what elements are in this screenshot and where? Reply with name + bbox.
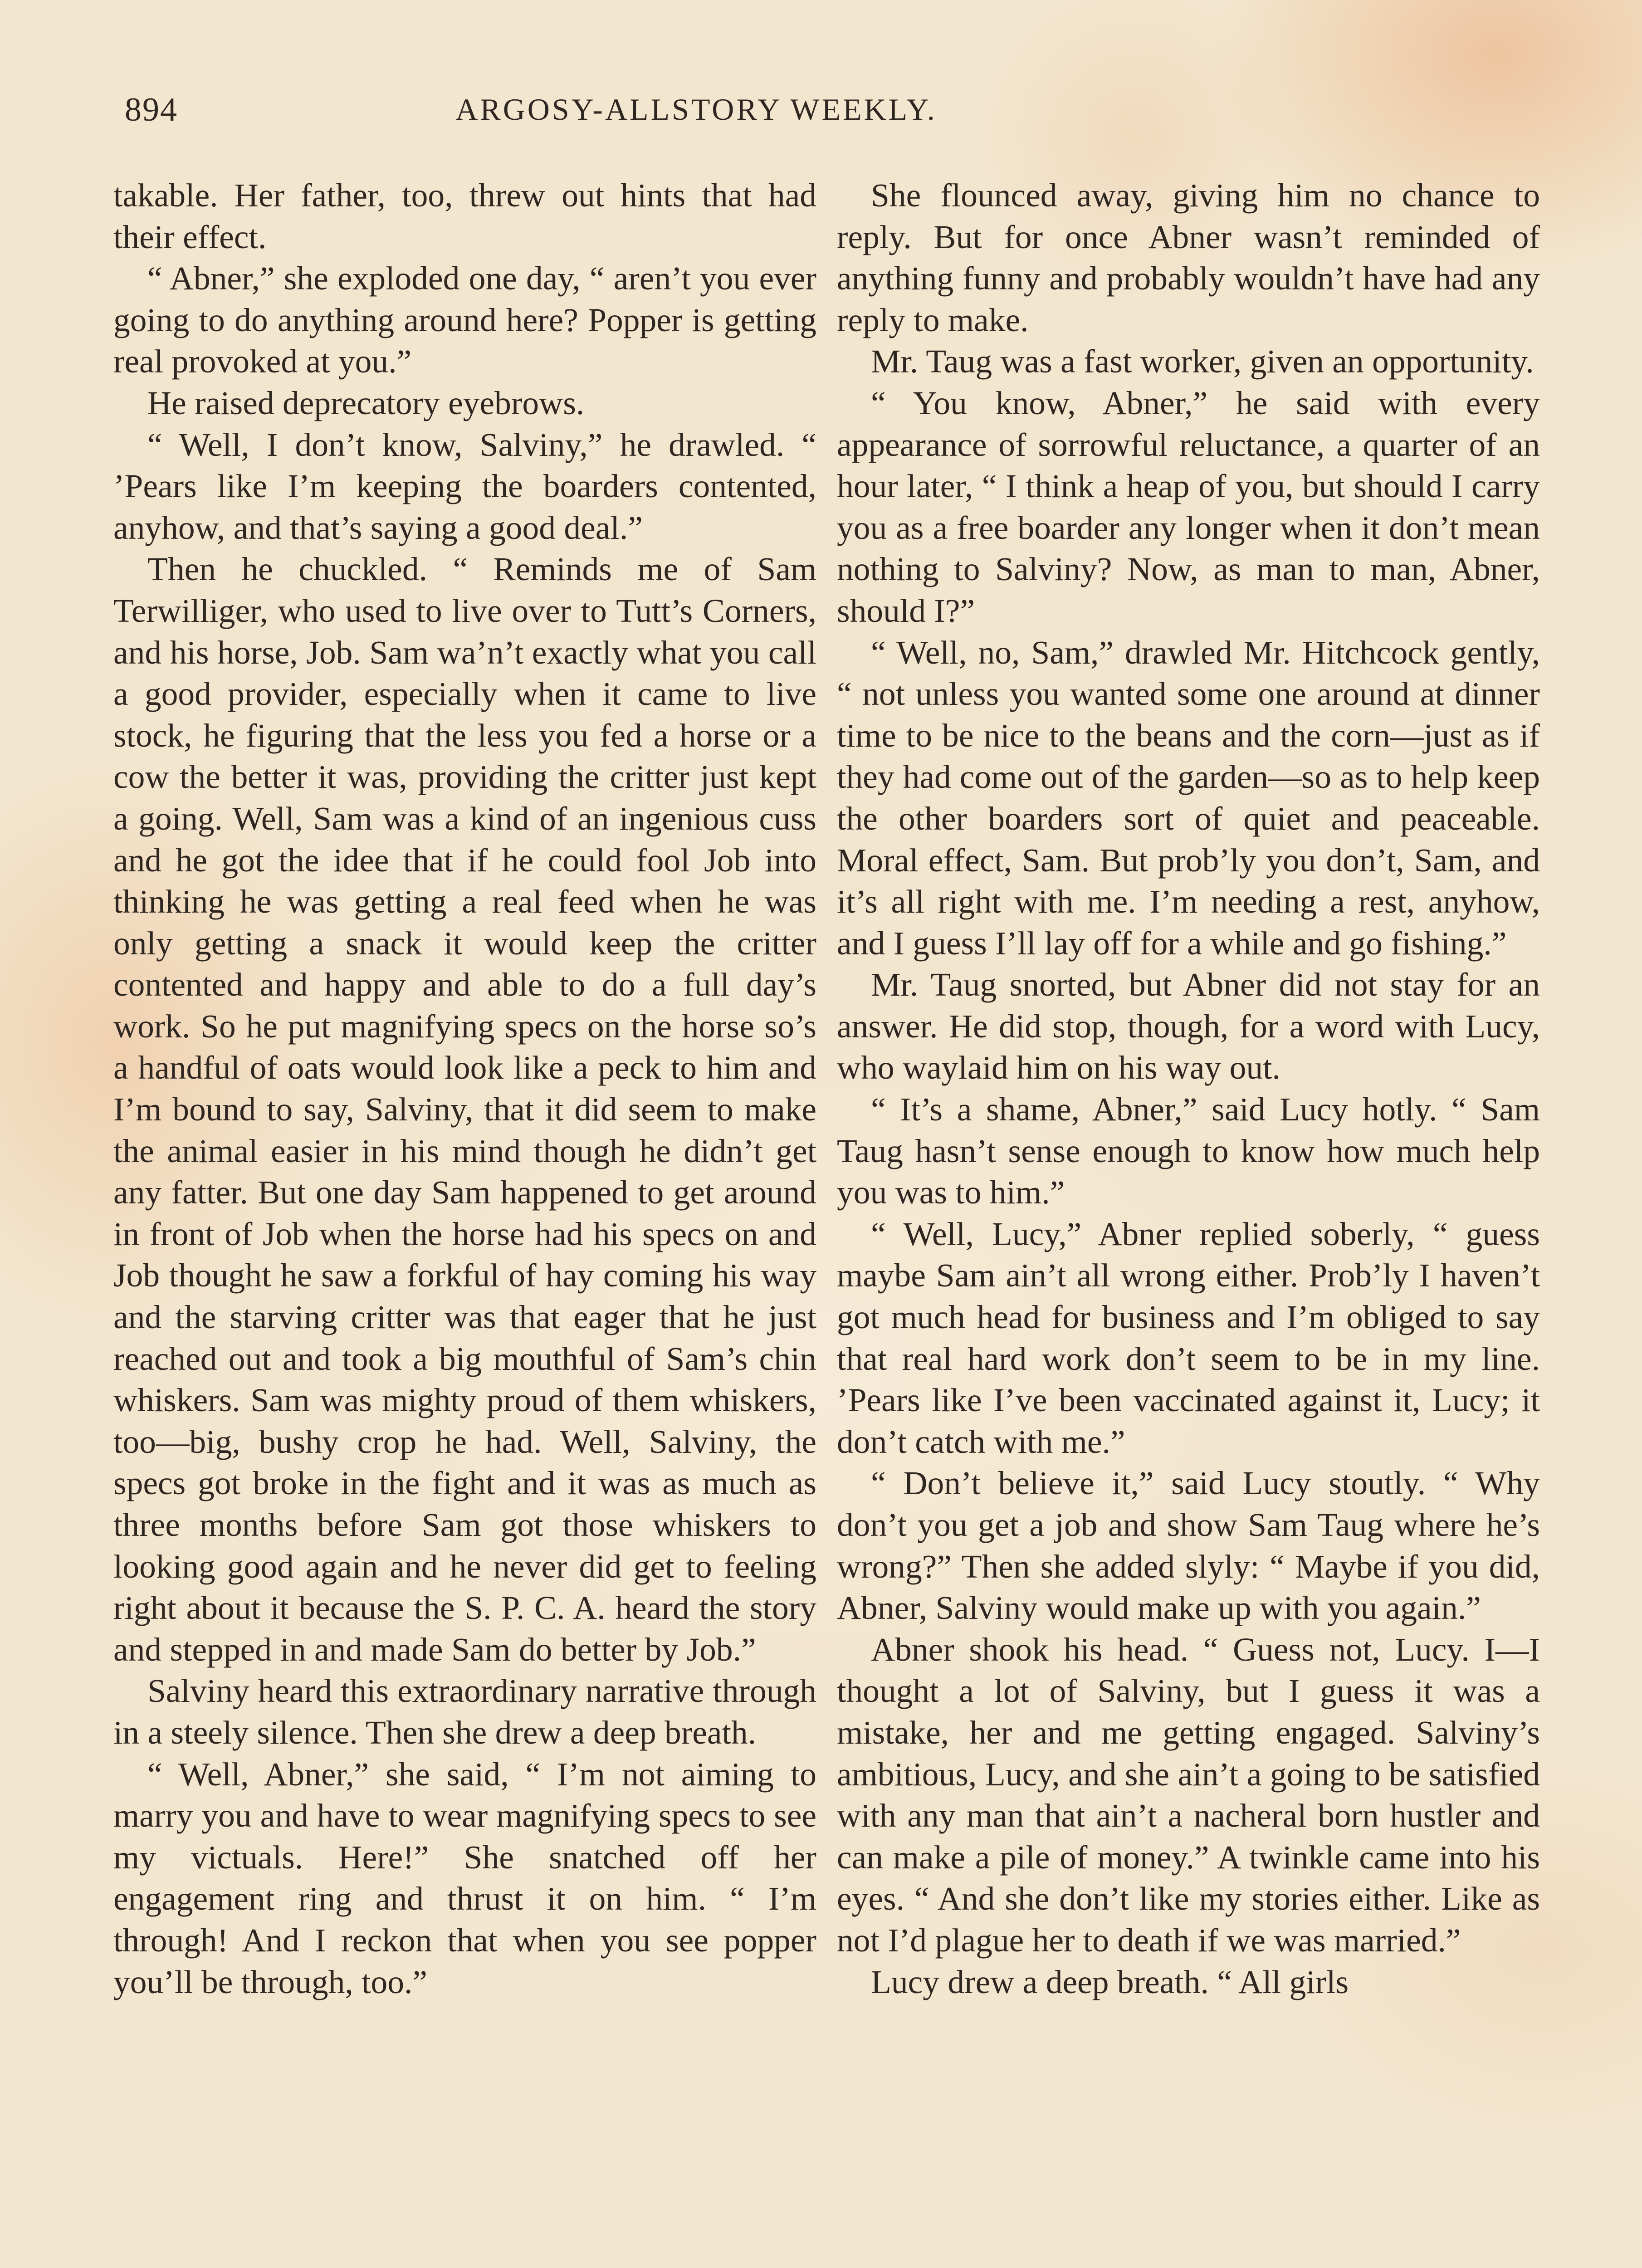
- paragraph: Mr. Taug was a fast worker, given an opportunity.: [871, 343, 1534, 380]
- paragraph: “ Abner,” she exploded one day, “ aren’t you ever going to do anything around here? Popper is getting real provoked at you.”: [113, 260, 816, 380]
- right-column: [837, 175, 1540, 2003]
- paragraph: “ Well, Abner,” she said, “ I’m not aiming to marry you and have to wear magnifying specs to see my victuals. Here!” She snatched off her engagement ring and thrust it on him. “ I’m through! And I reckon that when you see popper you’ll be through, too.”: [113, 1755, 816, 2000]
- paragraph: takable. Her father, too, threw out hints that had their effect.: [113, 177, 816, 255]
- paragraph: “ It’s a shame, Abner,” said Lucy hotly. “ Sam Taug hasn’t sense enough to know how much help you was to him.”: [837, 1091, 1540, 1211]
- paragraph: Lucy drew a deep breath. “ All girls: [871, 1963, 1349, 2000]
- paragraph: “ Well, Lucy,” Abner replied soberly, “ guess maybe Sam ain’t all wrong either. Prob’ly I haven’t got much head for business and I’m obliged to say that real hard work don’t seem to be in my line. ’Pears like I’ve been vaccinated against it, Lucy; it don’t catch with me.”: [837, 1215, 1540, 1460]
- paragraph: Mr. Taug snorted, but Abner did not stay for an answer. He did stop, though, for a word with Lucy, who waylaid him on his way out.: [837, 966, 1540, 1086]
- paragraph: “ You know, Abner,” he said with every appearance of sorrowful reluctance, a quarter of an hour later, “ I think a heap of you, but should I carry you as a free boarder any longer when it don’t mean nothing to Salviny? Now, as man to man, Abner, should I?”: [837, 384, 1540, 629]
- paragraph: Salviny heard this extraordinary narrative through in a steely silence. Then she drew a deep breath.: [113, 1672, 816, 1751]
- running-title: ARGOSY-ALLSTORY WEEKLY.: [455, 92, 937, 127]
- paragraph: He raised deprecatory eyebrows.: [147, 384, 585, 421]
- page-header: [125, 91, 1136, 141]
- page-number: 894: [125, 91, 178, 128]
- paragraph: She flounced away, giving him no chance to reply. But for once Abner wasn’t reminded of anything funny and probably wouldn’t have had any reply to make.: [837, 177, 1540, 338]
- paragraph: Abner shook his head. “ Guess not, Lucy. I—I thought a lot of Salviny, but I guess it was a mistake, her and me getting engaged. Salviny’s ambitious, Lucy, and she ain’t a going to be satisfied with any man that ain’t a nacheral born hustler and can make a pile of money.” A twinkle came into his eyes. “ And she don’t like my stories either. Like as not I’d plague her to death if we was married.”: [837, 1631, 1540, 1959]
- paragraph: “ Well, I don’t know, Salviny,” he drawled. “ ’Pears like I’m keeping the boarders contented, anyhow, and that’s saying a good deal.”: [113, 426, 816, 546]
- paragraph: “ Well, no, Sam,” drawled Mr. Hitchcock gently, “ not unless you wanted some one around at dinner time to be nice to the beans and the corn—just as if they had come out of the garden—so as to help keep the other boarders sort of quiet and peaceable. Moral effect, Sam. But prob’ly you don’t, Sam, and it’s all right with me. I’m needing a rest, anyhow, and I guess I’ll lay off for a while and go fishing.”: [837, 634, 1540, 962]
- paragraph: Then he chuckled. “ Reminds me of Sam Terwilliger, who used to live over to Tutt’s Corners, and his horse, Job. Sam wa’n’t exactly what you call a good provider, especially when it came to live stock, he figuring that the less you fed a horse or a cow the better it was, providing the critter just kept a going. Well, Sam was a kind of an ingenious cuss and he got the idee that if he could fool Job into thinking he was getting a real feed when he was only getting a snack it would keep the critter contented and happy and able to do a full day’s work. So he put magnifying specs on the horse so’s a handful of oats would look like a peck to him and I’m bound to say, Salviny, that it did seem to make the animal easier in his mind though he didn’t get any fatter. But one day Sam happened to get around in front of Job when the horse had his specs on and Job thought he saw a forkful of hay coming his way and the starving critter was that eager that he just reached out and took a big mouthful of Sam’s chin whiskers. Sam was mighty proud of them whiskers, too—big, bushy crop he had. Well, Salviny, the specs got broke in the fight and it was as much as three months before Sam got those whiskers to looking good again and he never did get to feeling right about it because the S. P. C. A. heard the story and stepped in and made Sam do better by Job.”: [113, 551, 816, 1668]
- paragraph: “ Don’t believe it,” said Lucy stoutly. “ Why don’t you get a job and show Sam Taug where he’s wrong?” Then she added slyly: “ Maybe if you did, Abner, Salviny would make up with you again.”: [837, 1465, 1540, 1627]
- left-column: [113, 175, 816, 2003]
